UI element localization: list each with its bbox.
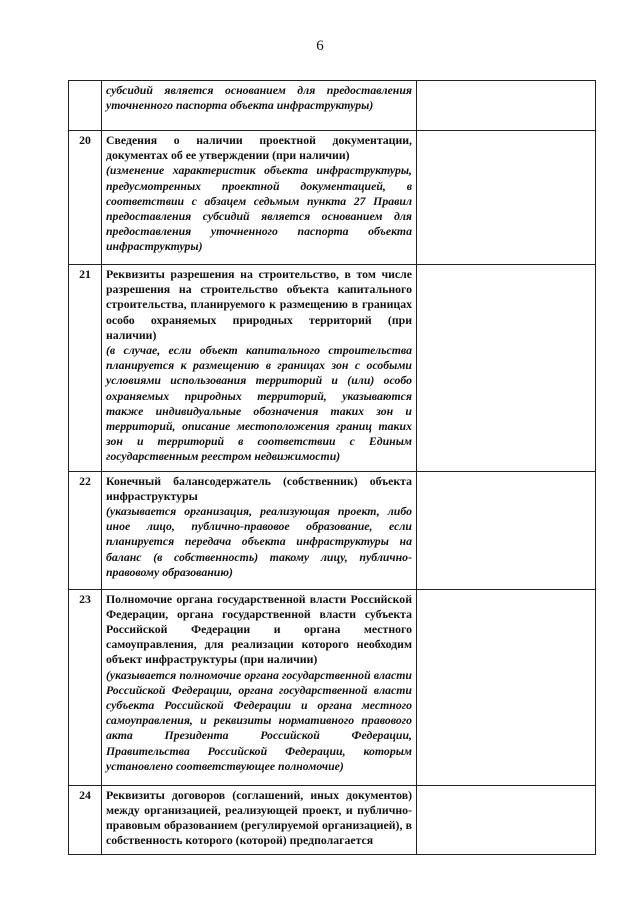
row-description [102,81,417,131]
row-note: (в случае, если объект капитального строительства планируется к размещению в границах зон с особыми условиями использования территорий и (или) особо охраняемых природных территорий, указываются также индивидуальные обозначения таких зон и территорий, описание местоположения границ таких зон и территорий в соответствии с Единым государственным реестром недвижимости) [106,343,412,464]
row-title: Полномочие органа государственной власти Российской Федерации, органа государственной власти субъекта Российской Федерации и органа местного самоуправления, для реализации которого необходим объект инфраструктуры (при наличии) [106,591,412,667]
table-row [69,785,596,855]
row-number: 24 [69,785,102,855]
row-description [102,131,417,265]
row-title: Реквизиты разрешения на строительство, в том числе разрешения на строительство объекта капитального строительства, планируемого к размещению в границах особо охраняемых природных территорий (при наличии) [106,267,412,342]
row-number [69,81,102,131]
row-description [102,785,417,855]
table-row [69,131,596,265]
row-description [102,589,417,785]
passport-table [68,80,596,855]
row-title: Конечный балансодержатель (собственник) объекта инфраструктуры [106,473,412,503]
table-row [69,81,596,131]
row-note: (указывается полномочие органа государственной власти Российской Федерации, органа государственной власти субъекта Российской Федерации и органа местного самоуправления, и реквизиты нормативного правового акта Президента Российской Федерации, Правительства Российской Федерации, которым установлено соответствующее полномочие) [106,667,412,773]
row-note: субсидий является основанием для предоставления уточненного паспорта объекта инфраструктуры) [106,83,412,113]
row-value-cell [417,81,596,131]
row-note: (изменение характеристик объекта инфраструктуры, предусмотренных проектной документацией, в соответствии с абзацем седьмым пункта 27 Правил предоставления субсидий является основанием для предоставления уточненного паспорта объекта инфраструктуры) [106,163,412,254]
row-value-cell [417,589,596,785]
page-number: 6 [316,38,324,54]
table-row [69,265,596,472]
row-description [102,471,417,589]
table-row [69,589,596,785]
row-value-cell [417,265,596,472]
table-row [69,471,596,589]
row-title: Реквизиты договоров (соглашений, иных документов) между организацией, реализующей проект, и публично-правовым образованием (регулируемой организацией), в собственность которого (которой) предполагается [106,787,412,848]
row-value-cell [417,131,596,265]
row-number: 20 [69,131,102,265]
row-value-cell [417,785,596,855]
row-description [102,265,417,472]
row-number: 21 [69,265,102,472]
row-number: 23 [69,589,102,785]
row-number: 22 [69,471,102,589]
row-note: (указывается организация, реализующая проект, либо иное лицо, публично-правовое образование, если планируется передача объекта инфраструктуры на баланс (в собственность) такому лицу, публично-правовому образованию) [106,504,412,579]
row-value-cell [417,471,596,589]
row-title: Сведения о наличии проектной документации, документах об ее утверждении (при наличии) [106,133,412,163]
